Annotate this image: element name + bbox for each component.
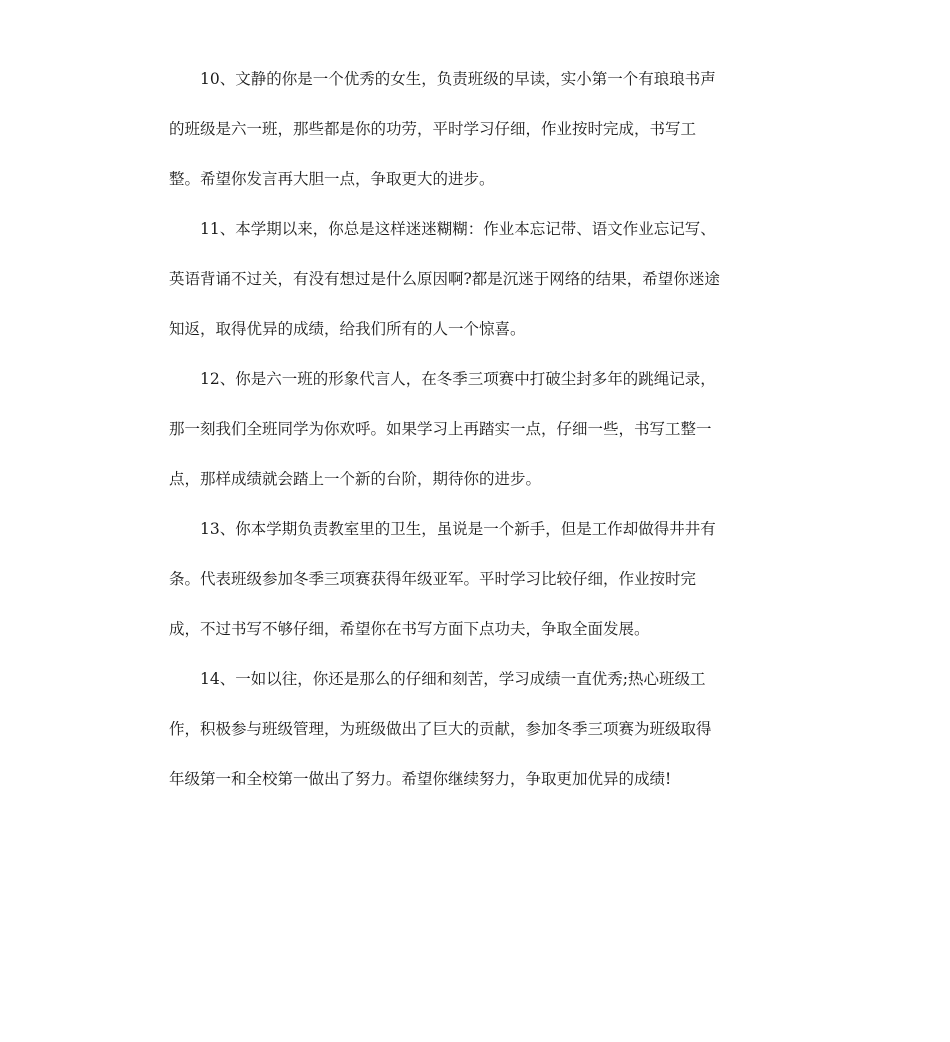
paragraph-line: 那一刻我们全班同学为你欢呼。如果学习上再踏实一点，仔细一些，书写工整一 [169, 420, 712, 438]
paragraph-line: 成，不过书写不够仔细，希望你在书写方面下点功夫，争取全面发展。 [169, 620, 650, 638]
paragraph-line: 10、文静的你是一个优秀的女生，负责班级的早读，实小第一个有琅琅书声 [200, 70, 716, 88]
paragraph-line: 英语背诵不过关，有没有想过是什么原因啊?都是沉迷于网络的结果，希望你迷途 [169, 270, 720, 288]
comment-paragraph-10 [169, 62, 781, 212]
paragraph-line: 点，那样成绩就会踏上一个新的台阶，期待你的进步。 [169, 470, 542, 488]
paragraph-line: 整。希望你发言再大胆一点，争取更大的进步。 [169, 170, 495, 188]
paragraph-line: 条。代表班级参加冬季三项赛获得年级亚军。平时学习比较仔细，作业按时完 [169, 570, 697, 588]
paragraph-line: 作，积极参与班级管理，为班级做出了巨大的贡献，参加冬季三项赛为班级取得 [169, 720, 712, 738]
paragraph-line: 的班级是六一班，那些都是你的功劳，平时学习仔细，作业按时完成，书写工 [169, 120, 697, 138]
comment-paragraph-13 [169, 512, 781, 662]
document-body [169, 62, 781, 812]
comment-paragraph-12 [169, 362, 781, 512]
paragraph-line: 12、你是六一班的形象代言人，在冬季三项赛中打破尘封多年的跳绳记录， [200, 370, 716, 388]
comment-paragraph-11 [169, 212, 781, 362]
paragraph-line: 14、一如以往，你还是那么的仔细和刻苦，学习成绩一直优秀;热心班级工 [200, 670, 706, 688]
paragraph-line: 年级第一和全校第一做出了努力。希望你继续努力，争取更加优异的成绩! [169, 770, 672, 788]
paragraph-line: 知返，取得优异的成绩，给我们所有的人一个惊喜。 [169, 320, 526, 338]
paragraph-line: 13、你本学期负责教室里的卫生，虽说是一个新手，但是工作却做得井井有 [200, 520, 716, 538]
paragraph-line: 11、本学期以来，你总是这样迷迷糊糊：作业本忘记带、语文作业忘记写、 [200, 220, 716, 238]
comment-paragraph-14 [169, 662, 781, 812]
